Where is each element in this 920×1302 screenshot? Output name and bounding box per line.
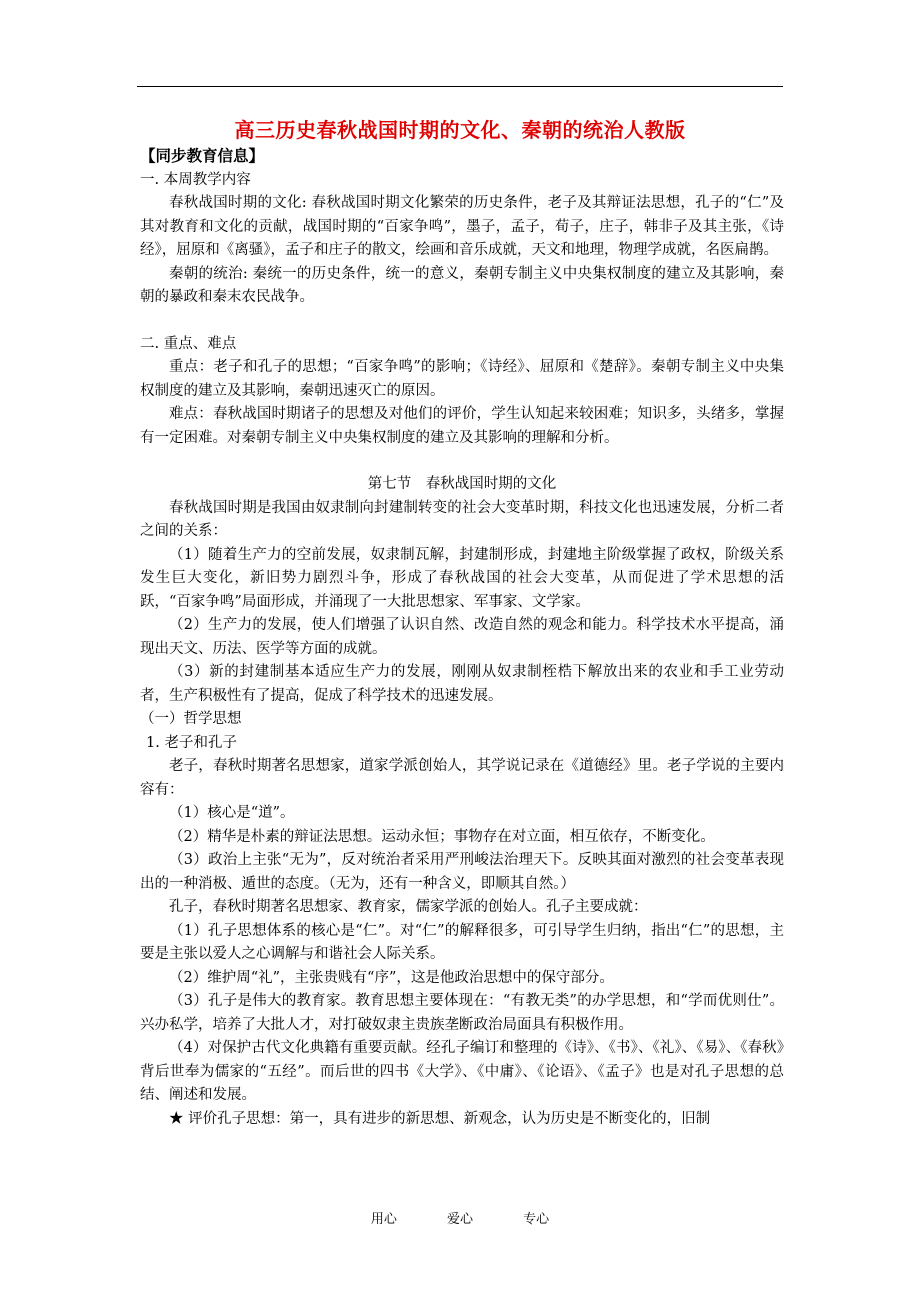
part1-paragraph-culture: 春秋战国时期的文化: 春秋战国时期文化繁荣的历史条件，老子及其辩证法思想，孔子的“仁”及其对教育和文化的贡献，战国时期的“百家争鸣”，墨子，孟子，荀子，庄子，韩非子及其主张，《诗经》，屈原和《离骚》，孟子和庄子的散文，绘画和音乐成就，天文和地理，物理学成就，名医扁鹊。 — [140, 195, 784, 258]
part2-heading: 二. 重点、难点 — [140, 335, 237, 352]
philosophy-heading: （一）哲学思想 — [140, 711, 242, 727]
kongzi-point-3: （3）孔子是伟大的教育家。教育思想主要体现在：“有教无类”的办学思想，和“学而优则仕”。兴办私学，培养了大批人才，对打破奴隶主贵族垄断政治局面具有积极作用。 — [140, 993, 784, 1033]
kongzi-point-1: （1）孔子思想体系的核心是“仁”。对“仁”的解释很多，可引导学生归纳，指出“仁”的思想，主要是主张以爱人之心调解与和谐社会人际关系。 — [140, 922, 784, 962]
footer-word-3: 专心 — [523, 1212, 550, 1227]
difficult-points-paragraph: 难点：春秋战国时期诸子的思想及对他们的评价，学生认知起来较困难；知识多，头绪多，掌握有一定困难。对秦朝专制主义中央集权制度的建立及其影响的理解和分析。 — [140, 406, 784, 446]
kongzi-intro: 孔子，春秋时期著名思想家、教育家，儒家学派的创始人。孔子主要成就： — [169, 899, 648, 915]
kongzi-evaluation: ★ 评价孔子思想：第一，具有进步的新思想、新观念，认为历史是不断变化的，旧制 — [169, 1110, 711, 1127]
chapter-title: 第七节 春秋战国时期的文化 — [367, 476, 557, 492]
laozi-intro: 老子，春秋时期著名思想家，道家学派创始人，其学说记录在《道德经》里。老子学说的主要内容有： — [140, 758, 784, 798]
part1-paragraph-qin: 秦朝的统治: 秦统一的历史条件，统一的意义，秦朝专制主义中央集权制度的建立及其影响，秦朝的暴政和秦末农民战争。 — [140, 265, 784, 305]
kongzi-point-4: （4）对保护古代文化典籍有重要贡献。经孔子编订和整理的《诗》、《书》、《礼》、《易》、《春秋》背后世奉为儒家的“五经”。而后世的四书《大学》、《中庸》、《论语》、《孟子》也是对孔子思想的总结、阐述和发展。 — [140, 1040, 784, 1103]
reason-3: （3）新的封建制基本适应生产力的发展，刚刚从奴隶制桎梏下解放出来的农业和手工业劳动者，生产积极性有了提高，促成了科学技术的迅速发展。 — [140, 664, 784, 704]
header-rule — [137, 86, 783, 87]
footer-word-2: 爱心 — [446, 1212, 473, 1227]
laozi-point-2: （2）精华是朴素的辩证法思想。运动永恒；事物存在对立面，相互依存，不断变化。 — [169, 828, 715, 845]
part1-heading: 一. 本周教学内容 — [140, 171, 251, 188]
reason-2: （2）生产力的发展，使人们增强了认识自然、改造自然的观念和能力。科学技术水平提高，涌现出天文、历法、医学等方面的成就。 — [140, 617, 784, 657]
key-points-paragraph: 重点：老子和孔子的思想；“百家争鸣”的影响；《诗经》、屈原和《楚辞》。秦朝专制主义中央集权制度的建立及其影响，秦朝迅速灭亡的原因。 — [140, 359, 784, 399]
laozi-point-3: （3）政治上主张“无为”，反对统治者采用严刑峻法治理天下。反映其面对激烈的社会变革表现出的一种消极、遁世的态度。（无为，还有一种含义，即顺其自然。） — [140, 852, 784, 892]
laozi-point-1: （1）核心是“道”。 — [169, 805, 295, 821]
intro-paragraph: 春秋战国时期是我国由奴隶制向封建制转变的社会大变革时期，科技文化也迅速发展，分析二者之间的关系： — [140, 499, 784, 539]
section-header: 【同步教育信息】 — [140, 147, 265, 165]
laozi-kongzi-heading: 1. 老子和孔子 — [146, 734, 237, 751]
reason-1: （1）随着生产力的空前发展，奴隶制瓦解，封建制形成，封建地主阶级掌握了政权，阶级关系发生巨大变化，新旧势力剧烈斗争，形成了春秋战国的社会大变革，从而促进了学术思想的活跃，“百家争鸣”局面形成，并涌现了一大批思想家、军事家、文学家。 — [140, 546, 784, 610]
footer-word-1: 用心 — [370, 1212, 397, 1227]
document-title: 高三历史春秋战国时期的文化、秦朝的统治人教版 — [234, 118, 686, 142]
page-footer — [0, 1208, 920, 1227]
document-body — [140, 145, 784, 1131]
kongzi-point-2: （2）维护周“礼”，主张贵贱有“序”，这是他政治思想中的保守部分。 — [169, 969, 614, 986]
